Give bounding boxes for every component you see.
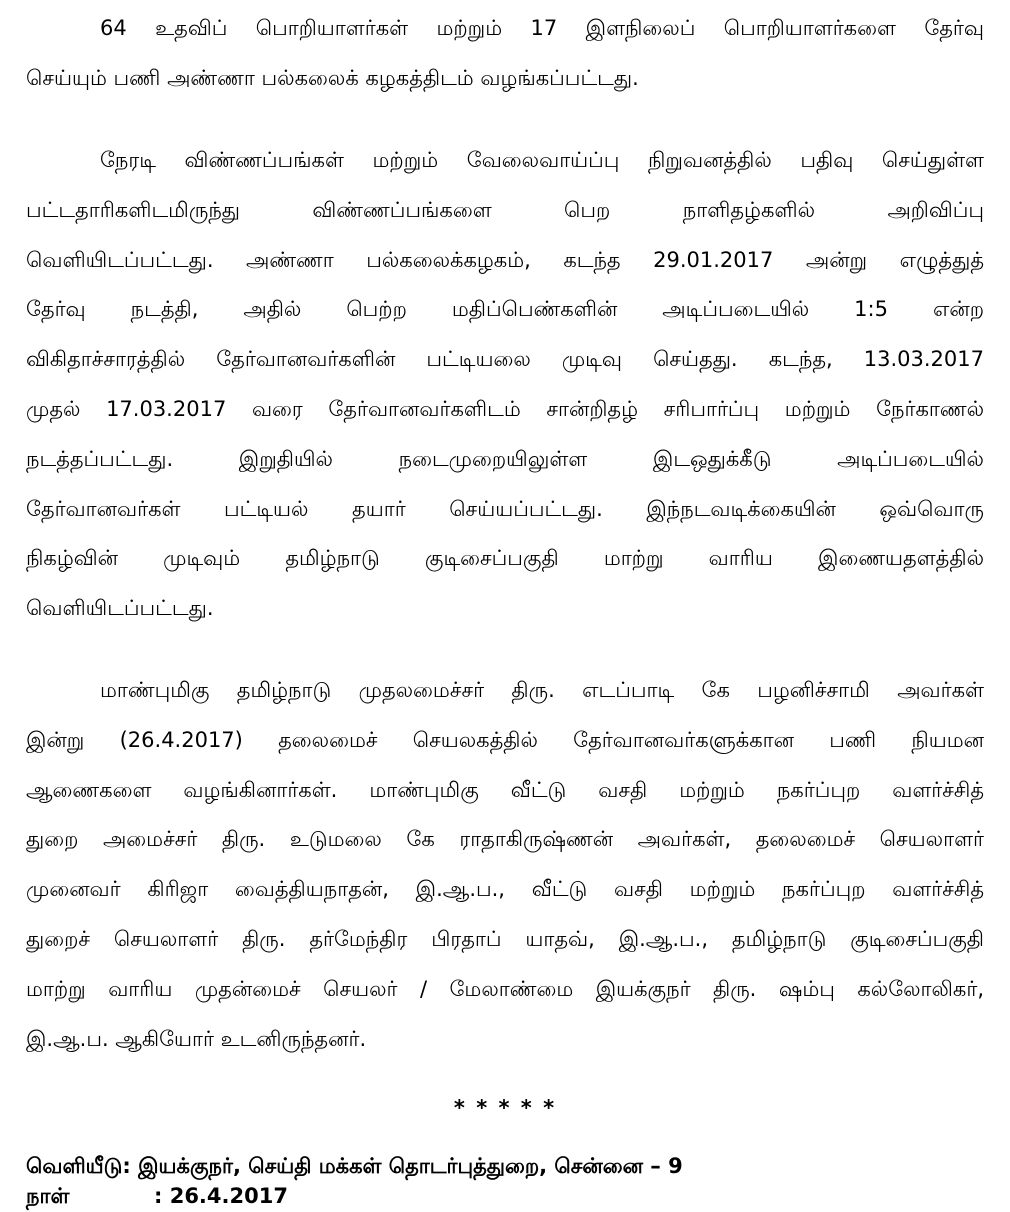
paragraph-2-line: தேர்வானவர்கள் பட்டியல் தயார் செய்யப்பட்டது. இந்நடவடிக்கையின் ஒவ்வொரு <box>26 497 984 521</box>
paragraph-2-line: விகிதாச்சாரத்தில் தேர்வானவர்களின் பட்டியலை முடிவு செய்தது. கடந்த, 13.03.2017 <box>26 347 984 371</box>
paragraph-3-line: முனைவர் கிரிஜா வைத்தியநாதன், இ.ஆ.ப., வீட்டு வசதி மற்றும் நகர்ப்புற வளர்ச்சித் <box>26 877 984 901</box>
paragraph-2-line: தேர்வு நடத்தி, அதில் பெற்ற மதிப்பெண்களின் அடிப்படையில் 1:5 என்ற <box>26 297 984 321</box>
paragraph-3-line: ஆணைகளை வழங்கினார்கள். மாண்புமிகு வீட்டு வசதி மற்றும் நகர்ப்புற வளர்ச்சித் <box>26 778 984 802</box>
release-line: வெளியீடு: இயக்குநர், செய்தி மக்கள் தொடர்புத்துறை, சென்னை – 9 <box>26 1154 683 1178</box>
date-value: : 26.4.2017 <box>154 1184 288 1208</box>
paragraph-3-line: துறைச் செயலாளர் திரு. தர்மேந்திர பிரதாப் யாதவ், இ.ஆ.ப., தமிழ்நாடு குடிசைப்பகுதி <box>26 927 984 951</box>
paragraph-2-line: பட்டதாரிகளிடமிருந்து விண்ணப்பங்களை பெற நாளிதழ்களில் அறிவிப்பு <box>26 198 984 222</box>
paragraph-1-line: செய்யும் பணி அண்ணா பல்கலைக் கழகத்திடம் வழங்கப்பட்டது. <box>26 66 639 90</box>
paragraph-3-line: மாற்று வாரிய முதன்மைச் செயலர் / மேலாண்மை இயக்குநர் திரு. ஷம்பு கல்லோலிகர், <box>26 977 984 1001</box>
paragraph-3-line: துறை அமைச்சர் திரு. உடுமலை கே ராதாகிருஷ்ணன் அவர்கள், தலைமைச் செயலாளர் <box>26 827 984 851</box>
paragraph-1-line: 64 உதவிப் பொறியாளர்கள் மற்றும் 17 இளநிலைப் பொறியாளர்களை தேர்வு <box>100 16 984 40</box>
paragraph-2-line: நடத்தப்பட்டது. இறுதியில் நடைமுறையிலுள்ள இடஒதுக்கீடு அடிப்படையில் <box>26 447 984 471</box>
paragraph-2-line: வெளியிடப்பட்டது. <box>26 596 214 620</box>
paragraph-2-line: முதல் 17.03.2017 வரை தேர்வானவர்களிடம் சான்றிதழ் சரிபார்ப்பு மற்றும் நேர்காணல் <box>26 397 984 421</box>
paragraph-2-line: வெளியிடப்பட்டது. அண்ணா பல்கலைக்கழகம், கடந்த 29.01.2017 அன்று எழுத்துத் <box>26 248 984 272</box>
paragraph-2-line: நேரடி விண்ணப்பங்கள் மற்றும் வேலைவாய்ப்பு நிறுவனத்தில் பதிவு செய்துள்ள <box>100 148 984 172</box>
paragraph-2-line: நிகழ்வின் முடிவும் தமிழ்நாடு குடிசைப்பகுதி மாற்று வாரிய இணையதளத்தில் <box>26 546 984 570</box>
paragraph-3-line: இன்று (26.4.2017) தலைமைச் செயலகத்தில் தேர்வானவர்களுக்கான பணி நியமன <box>26 728 984 752</box>
date-line <box>26 1182 326 1210</box>
section-separator: * * * * * <box>453 1096 557 1120</box>
date-label: நாள் <box>26 1184 70 1208</box>
paragraph-3-line: மாண்புமிகு தமிழ்நாடு முதலமைச்சர் திரு. எடப்பாடி கே பழனிச்சாமி அவர்கள் <box>100 678 984 702</box>
paragraph-3-line: இ.ஆ.ப. ஆகியோர் உடனிருந்தனர். <box>26 1027 367 1051</box>
